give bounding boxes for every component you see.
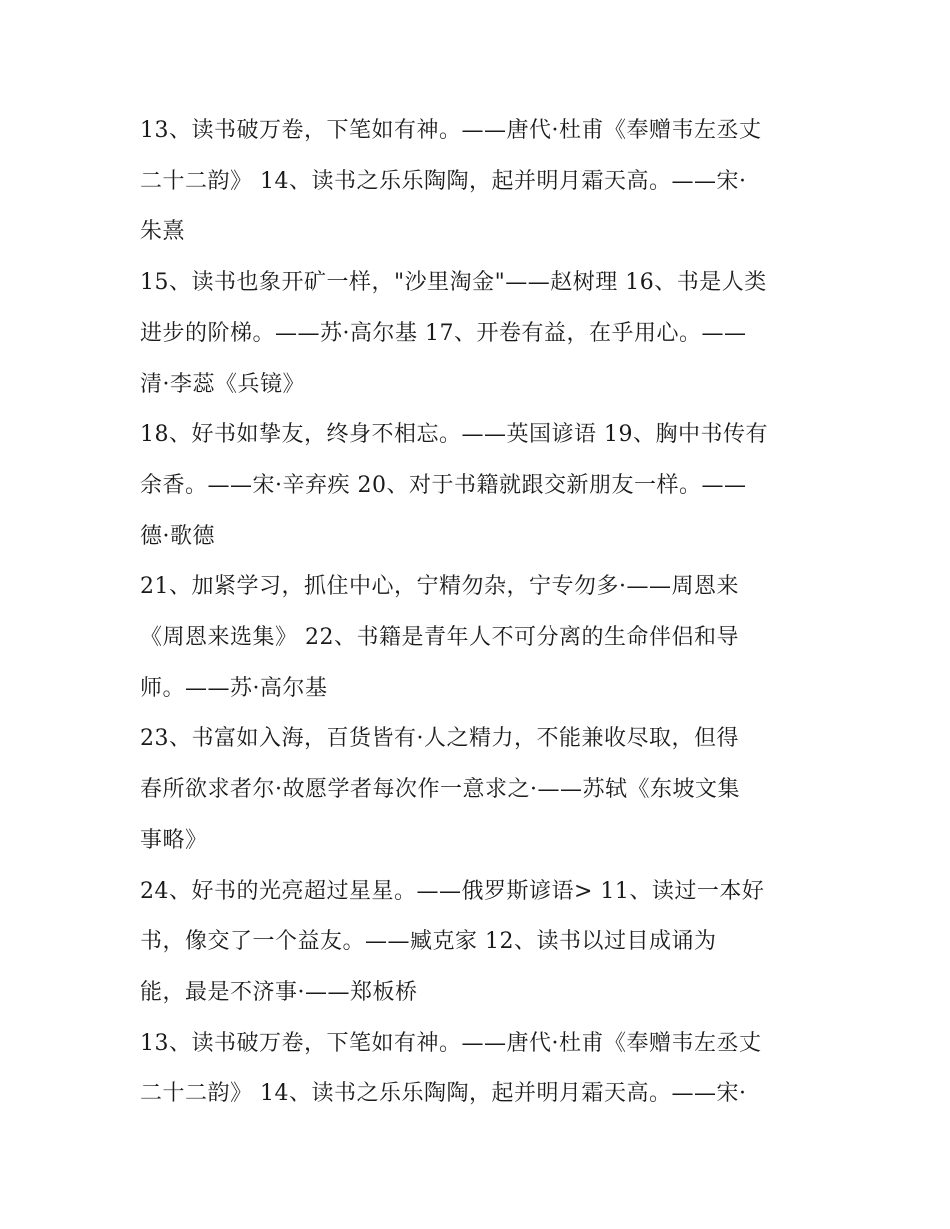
text-line: 18、好书如挚友，终身不相忘。——英国谚语 19、胸中书传有 xyxy=(140,422,768,448)
text-line: 进步的阶梯。——苏·高尔基 17、开卷有益，在乎用心。—— xyxy=(140,320,747,346)
text-line: 24、好书的光亮超过星星。——俄罗斯谚语> 11、读过一本好 xyxy=(140,878,765,904)
paragraph xyxy=(140,867,820,1019)
document-body xyxy=(140,106,820,1120)
paragraph xyxy=(140,1019,820,1120)
text-line: 能，最是不济事·——郑板桥 xyxy=(140,979,418,1005)
text-line: 13、读书破万卷，下笔如有神。——唐代·杜甫《奉赠韦左丞丈 xyxy=(140,1030,762,1056)
text-line: 书，像交了一个益友。——臧克家 12、读书以过目成诵为 xyxy=(140,929,717,955)
text-line: 15、读书也象开矿一样，"沙里淘金"——赵树理 16、书是人类 xyxy=(140,270,767,296)
paragraph xyxy=(140,410,820,562)
text-line: 《周恩来选集》 22、书籍是青年人不可分离的生命伴侣和导 xyxy=(140,625,739,651)
text-line: 朱熹 xyxy=(140,219,186,245)
paragraph xyxy=(140,562,820,714)
paragraph xyxy=(140,258,820,410)
text-line: 春所欲求者尔·故愿学者每次作一意求之·——苏轼《东坡文集 xyxy=(140,777,740,803)
paragraph xyxy=(140,714,820,866)
text-line: 13、读书破万卷，下笔如有神。——唐代·杜甫《奉赠韦左丞丈 xyxy=(140,118,762,143)
text-line: 余香。——宋·辛弃疾 20、对于书籍就跟交新朋友一样。—— xyxy=(140,472,747,498)
text-line: 师。——苏·高尔基 xyxy=(140,675,328,701)
text-line: 事略》 xyxy=(140,827,208,853)
text-line: 德·歌德 xyxy=(140,523,215,549)
text-line: 二十二韵》 14、读书之乐乐陶陶，起并明月霜天高。——宋· xyxy=(140,1081,747,1107)
text-line: 清·李蕊《兵镜》 xyxy=(140,371,305,397)
text-line: 23、书富如入海，百货皆有·人之精力，不能兼收尽取，但得 xyxy=(140,726,739,752)
text-line: 21、加紧学习，抓住中心，宁精勿杂，宁专勿多·——周恩来 xyxy=(140,574,739,600)
paragraph xyxy=(140,106,820,258)
text-line: 二十二韵》 14、读书之乐乐陶陶，起并明月霜天高。——宋· xyxy=(140,168,747,194)
